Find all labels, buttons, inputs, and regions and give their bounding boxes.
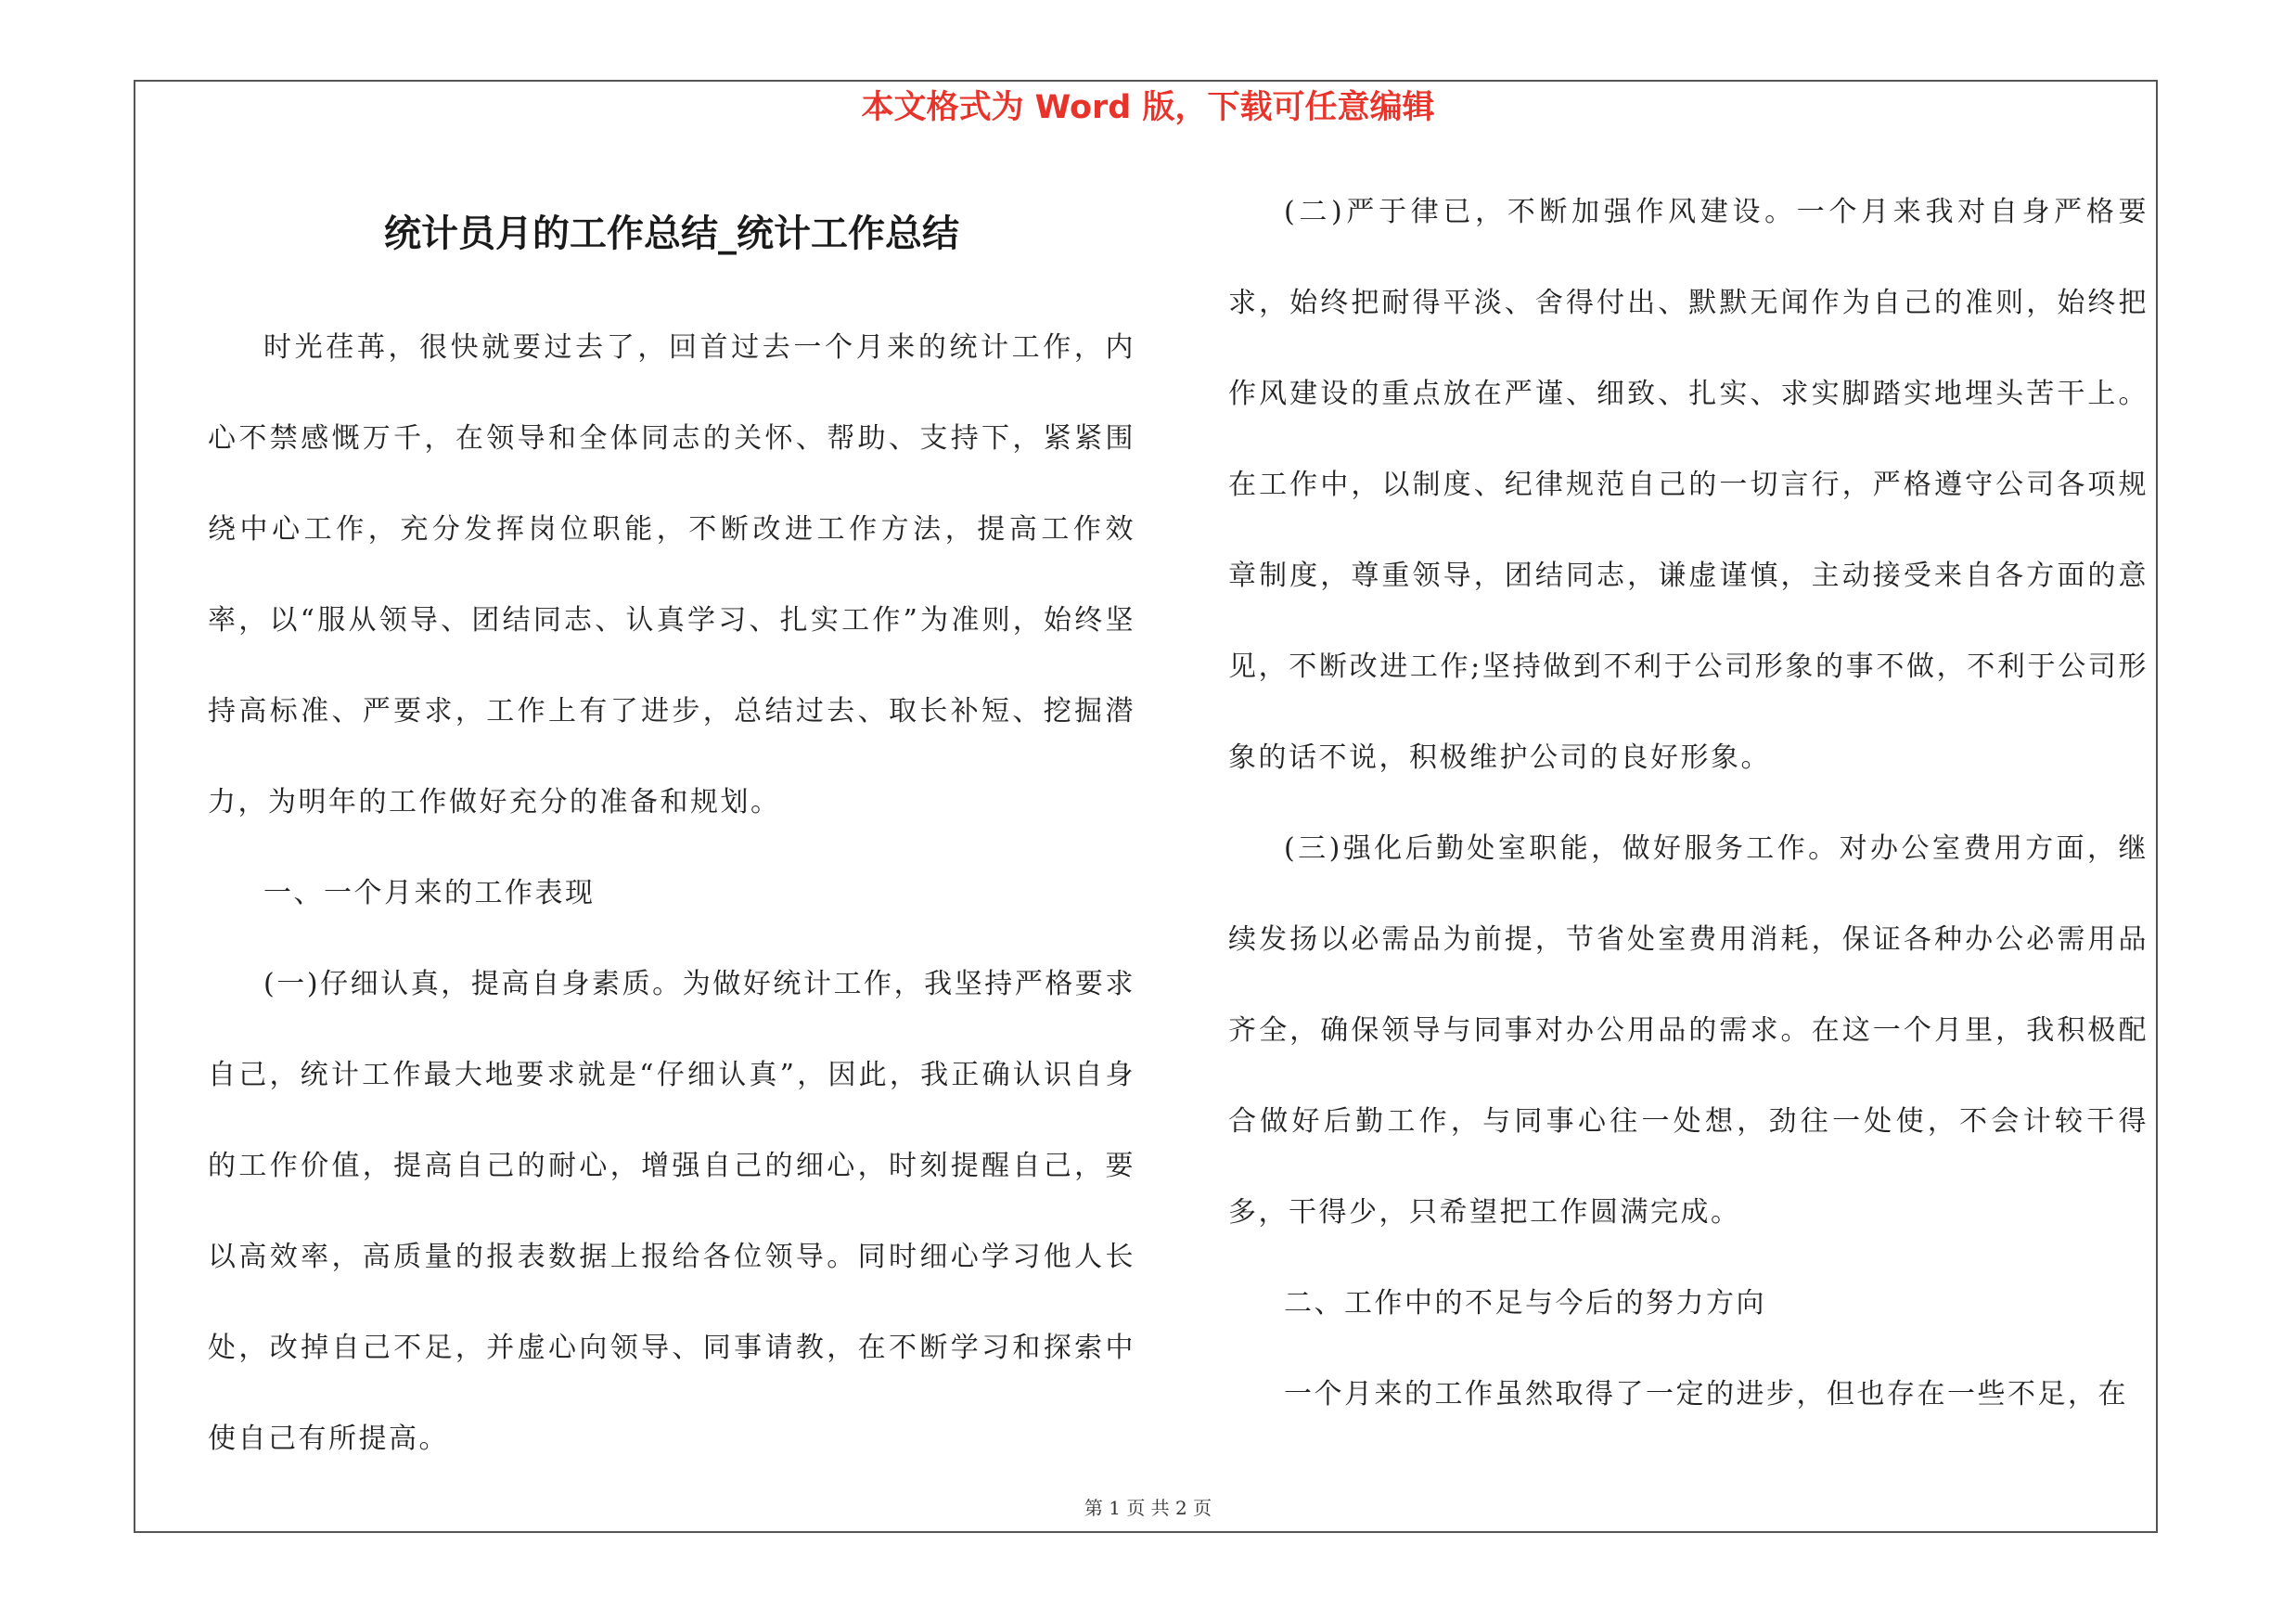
section-heading-2: 二、工作中的不足与今后的努力方向 — [1284, 1287, 1766, 1320]
paragraph-1-2: (二)严于律已，不断加强作风建设。一个月来我对自身严格要求，始终把耐得平淡、舍得付出、默默无闻作为自己的准则，始终把作风建设的重点放在严谨、细致、扎实、求实脚踏实地埋头苦干上。在工作中，以制度、纪律规范自己的一切言行，严格遵守公司各项规章制度，尊重领导，团结同志，谦虚谨慎，主动接受来自各方面的意见，不断改进工作;坚持做到不利于公司形象的事不做，不利于公司形象的话不说，积极维护公司的良好形象。 — [1228, 196, 2148, 774]
section-heading-1: 一、一个月来的工作表现 — [263, 877, 596, 909]
paragraph-1-3: (三)强化后勤处室职能，做好服务工作。对办公室费用方面，继续发扬以必需品为前提，节省处室费用消耗，保证各种办公必需用品齐全，确保领导与同事对办公用品的需求。在这一个月里，我积极配合做好后勤工作，与同事心往一处想，劲往一处使，不会计较干得多，干得少，只希望把工作圆满完成。 — [1228, 832, 2148, 1229]
paragraph-intro: 时光荏苒，很快就要过去了，回首过去一个月来的统计工作，内心不禁感慨万千，在领导和全体同志的关怀、帮助、支持下，紧紧围绕中心工作，充分发挥岗位职能，不断改进工作方法，提高工作效率，以“服从领导、团结同志、认真学习、扎实工作”为准则，始终坚持高标准、严要求，工作上有了进步，总结过去、取长补短、挖掘潜力，为明年的工作做好充分的准备和规划。 — [208, 331, 1135, 818]
format-banner: 本文格式为 Word 版，下载可任意编辑 — [861, 89, 1435, 126]
paragraph-2-intro: 一个月来的工作虽然取得了一定的进步，但也存在一些不足，在 — [1284, 1378, 2128, 1410]
paragraph-1-1: (一)仔细认真，提高自身素质。为做好统计工作，我坚持严格要求自己，统计工作最大地要求就是“仔细认真”，因此，我正确认识自身的工作价值，提高自己的耐心，增强自己的细心，时刻提醒自己，要以高效率，高质量的报表数据上报给各位领导。同时细心学习他人长处，改掉自己不足，并虚心向领导、同事请教，在不断学习和探索中使自己有所提高。 — [208, 968, 1135, 1455]
left-column — [208, 303, 1135, 1485]
right-column — [1228, 167, 2148, 1440]
page-number: 第 1 页 共 2 页 — [1084, 1497, 1212, 1519]
document-title: 统计员月的工作总结_统计工作总结 — [384, 213, 959, 255]
